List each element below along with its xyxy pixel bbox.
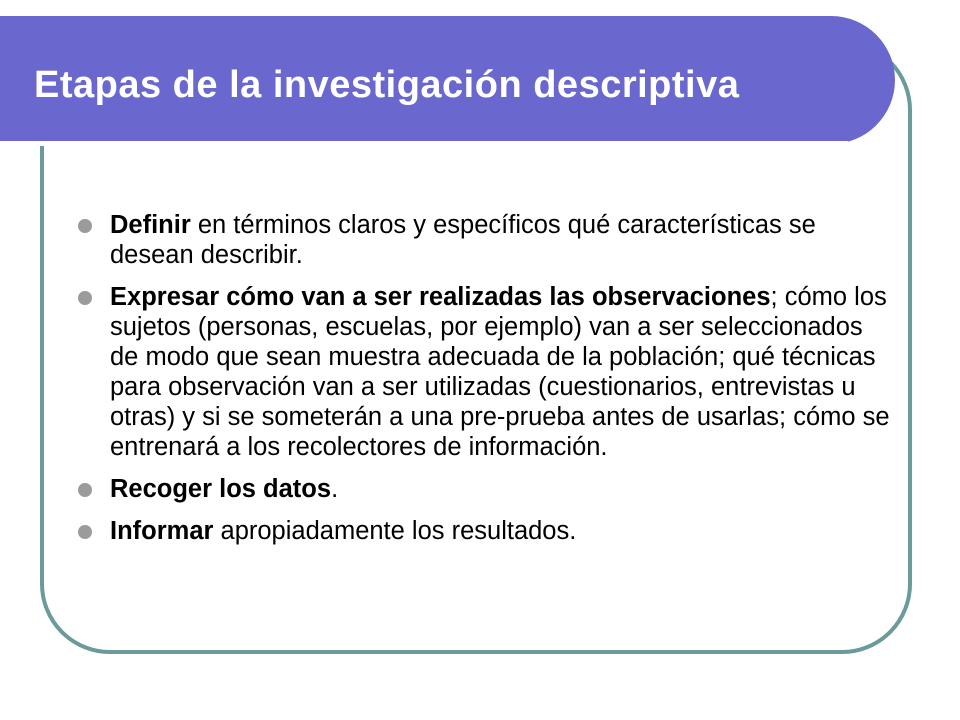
bullet-bold-text: Expresar cómo van a ser realizadas las observaciones [110,283,771,311]
bullet-bold-text: Recoger los datos [110,475,332,503]
bullet-text: ; cómo los sujetos (personas, escuelas, por ejemplo) van a ser seleccionados de modo que sean muestra adecuada de la población; qué técnicas para observación van a ser utilizadas (cuestionarios, entrevistas u otras) y si se someterán a una pre-prueba antes de usarlas; cómo se entrenará a los recolectores de información. [110,283,890,461]
bullet-dot-icon [78,483,92,497]
title-bar [0,16,895,144]
bullet-list [78,210,898,558]
bullet-item-recoger [78,474,898,504]
title-underline [0,141,848,146]
slide-title: Etapas de la investigación descriptiva [34,64,740,106]
bullet-item-expresar [78,282,898,462]
bullet-bold-text: Definir [110,211,191,239]
bullet-text: . [331,475,339,503]
bullet-text: en términos claros y específicos qué características se desean describir. [110,211,816,269]
bullet-dot-icon [78,219,92,233]
bullet-bold-text: Informar [110,517,214,545]
bullet-item-definir [78,210,898,270]
bullet-item-informar [78,516,898,546]
bullet-text: apropiadamente los resultados. [213,517,577,545]
bullet-dot-icon [78,525,92,539]
bullet-dot-icon [78,291,92,305]
